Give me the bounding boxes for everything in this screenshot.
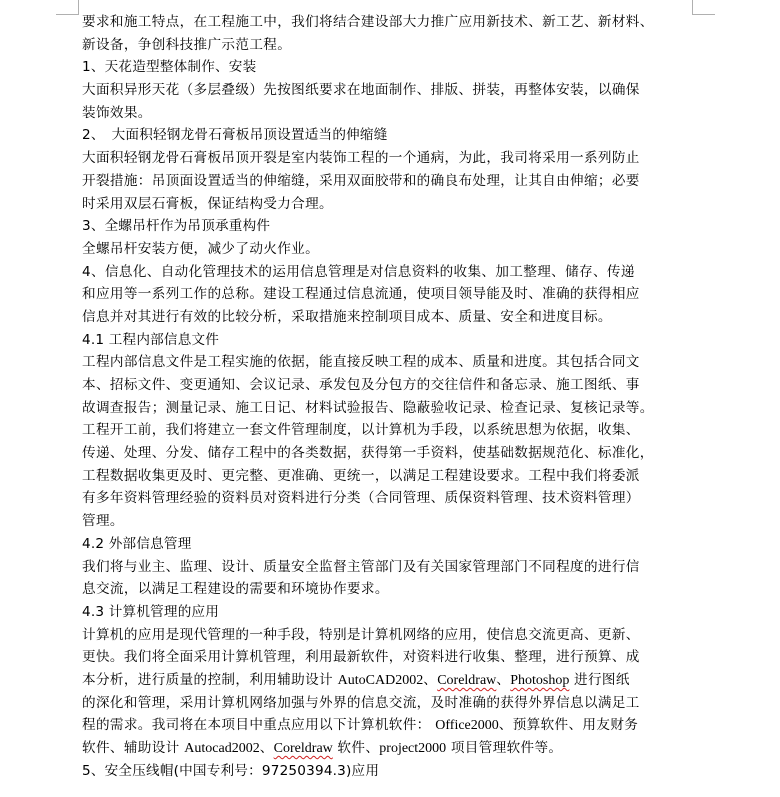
body-line: 要求和施工特点，在工程施工中，我们将结合建设部大力推广应用新技术、新工艺、新材料、	[82, 14, 654, 30]
body-line: 新设备，争创科技推广示范工程。	[82, 36, 292, 53]
body-line: 全螺吊杆安装方便，减少了动火作业。	[82, 240, 320, 257]
body-line: 大面积轻钢龙骨石膏板吊顶开裂是室内装饰工程的一个通病，为此，我司将采用一系列防止	[82, 150, 640, 167]
body-line: 更快。我们将全面采用计算机管理，利用最新软件，对资料进行收集、整理，进行预算、成	[82, 649, 640, 666]
body-line: 息交流，以满足工程建设的需要和环境协作要求。	[82, 581, 389, 598]
text-run: 程的需求。我司将在本项目中重点应用以下计算机软件：	[82, 717, 436, 734]
body-line: 工程数据收集更及时、更完整、更准确、更统一，以满足工程建设要求。工程中我们将委派	[82, 467, 640, 484]
section-heading: 2、 大面积轻钢龙骨石膏板吊顶设置适当的伸缩缝	[82, 127, 388, 144]
text-run: 软件、辅助设计	[82, 740, 185, 756]
section-heading: 4.1 工程内部信息文件	[82, 331, 220, 348]
text-run: 、预算软件、用友财务	[498, 717, 639, 734]
body-line: 时采用双层石膏板，保证结构受力合理。	[82, 195, 333, 212]
body-line	[82, 714, 696, 737]
section-heading: 3、全螺吊杆作为吊顶承重构件	[82, 218, 271, 235]
margin-corner-mark-left	[56, 0, 79, 15]
text-run: 软件、	[332, 740, 380, 756]
text-run: 本分析，进行质量的控制，利用辅助设计	[82, 671, 338, 688]
body-line: 故调查报告；测量记录、施工日记、材料试验报告、隐蔽验收记录、检查记录、复核记录等。	[82, 399, 654, 416]
software-name-spellcheck: Coreldraw	[273, 741, 333, 756]
body-line	[82, 737, 696, 760]
body-line: 计算机的应用是现代管理的一种手段，特别是计算机网络的应用，使信息交流更高、更新、	[82, 626, 640, 643]
document-body	[82, 11, 696, 782]
body-line: 有多年资料管理经验的资料员对资料进行分类（合同管理、质保资料管理、技术资料管理）	[82, 490, 640, 507]
body-line	[82, 692, 696, 715]
body-line: 工程开工前，我们将建立一套文件管理制度，以计算机为手段，以系统思想为依据，收集、	[82, 422, 640, 439]
text-run: 5、安全压线帽(中国专利号：97250394.3)应用	[82, 762, 380, 779]
software-name-spellcheck: Photoshop	[510, 672, 570, 688]
section-heading: 1、天花造型整体制作、安装	[82, 59, 257, 76]
text-run: 、	[423, 671, 438, 688]
text-run: 、	[496, 671, 511, 688]
section-heading: 4.2 外部信息管理	[82, 535, 192, 552]
body-line: 大面积异形天花（多层叠级）先按图纸要求在地面制作、排版、拼装，再整体安装，以确保	[82, 82, 640, 99]
software-name: Autocad2002	[184, 741, 260, 756]
body-line: 4、信息化、自动化管理技术的运用信息管理是对信息资料的收集、加工整理、储存、传递	[82, 263, 635, 280]
software-name-spellcheck: Coreldraw	[437, 672, 497, 688]
body-line: 管理。	[82, 513, 124, 530]
body-line: 装饰效果。	[82, 104, 152, 121]
body-line: 传递、处理、分发、储存工程中的各类数据，获得第一手资料，使基础数据规范化、标准化，	[82, 445, 654, 462]
software-name: project2000	[379, 741, 447, 756]
software-name: AutoCAD2002	[337, 672, 424, 688]
body-line: 工程内部信息文件是工程实施的依据，能直接反映工程的成本、质量和进度。其包括合同文	[82, 354, 640, 371]
text-run: 项目管理软件等。	[446, 740, 563, 756]
software-name: Office2000	[435, 718, 499, 734]
text-run: 进行图纸	[569, 671, 630, 688]
section-heading: 4.3 计算机管理的应用	[82, 603, 220, 620]
text-run: 、	[259, 740, 274, 756]
body-line: 我们将与业主、监理、设计、质量安全监督主管部门及有关国家管理部门不同程度的进行信	[82, 558, 640, 575]
section-heading	[82, 760, 696, 783]
body-line	[82, 669, 696, 692]
text-run: 的深化和管理，采用计算机网络加强与外界的信息交流，及时准确的获得外界信息以满足工	[82, 694, 640, 711]
body-line: 和应用等一系列工作的总称。建设工程通过信息流通，使项目领导能及时、准确的获得相应	[82, 286, 640, 303]
body-line: 开裂措施：吊顶面设置适当的伸缩缝，采用双面胶带和的确良布处理，让其自由伸缩；必要	[82, 172, 640, 189]
body-line: 信息并对其进行有效的比较分析，采取措施来控制项目成本、质量、安全和进度目标。	[82, 308, 612, 325]
body-line: 本、招标文件、变更通知、会议记录、承发包及分包方的交往信件和备忘录、施工图纸、事	[82, 377, 640, 393]
